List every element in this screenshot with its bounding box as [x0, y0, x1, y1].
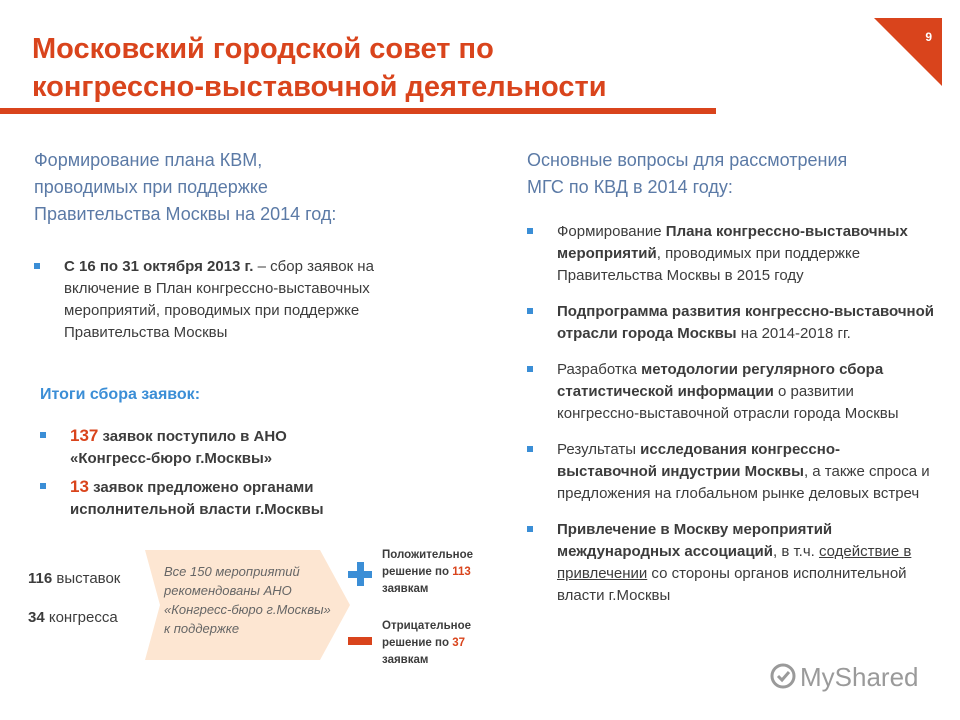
- bullet-square-icon: [40, 483, 46, 489]
- list-item: [40, 425, 360, 470]
- stat-number: 116: [28, 570, 53, 587]
- positive-count: 113: [452, 566, 471, 578]
- page-number: 9: [925, 30, 932, 44]
- stat-exhibitions: [28, 570, 120, 587]
- item-text: на 2014-2018 гг.: [736, 325, 851, 342]
- watermark-text: MyShared: [800, 662, 919, 692]
- list-item: [527, 221, 937, 287]
- negative-count: 37: [452, 637, 465, 649]
- bullet-square-icon: [527, 366, 533, 372]
- bullet-date: С 16 по 31 октября 2013 г.: [64, 258, 254, 275]
- corner-triangle: [874, 18, 942, 86]
- left-heading-line-3: Правительства Москвы на 2014 год:: [34, 204, 337, 224]
- stat-label: конгресса: [44, 609, 118, 626]
- positive-suffix: заявкам: [382, 583, 429, 595]
- page-title: [32, 30, 732, 106]
- list-item: [527, 359, 937, 425]
- left-heading: [34, 147, 454, 228]
- left-heading-line-2: проводимых при поддержке: [34, 177, 268, 197]
- list-item: [527, 439, 937, 505]
- right-heading: [527, 147, 947, 201]
- watermark: [770, 662, 919, 696]
- item-text: Разработка: [557, 361, 642, 378]
- minus-icon: [348, 637, 372, 645]
- results-heading: Итоги сбора заявок:: [40, 386, 201, 403]
- list-item: [527, 301, 937, 345]
- title-line-1: Московский городской совет по: [32, 33, 494, 65]
- list-item: [34, 256, 434, 344]
- item-bold: Подпрограмма развития конгрессно-выставочной отрасли города Москвы: [557, 303, 934, 342]
- item-bold: методологии регулярного сбора статистической информации: [557, 361, 884, 400]
- bullet-square-icon: [527, 446, 533, 452]
- title-underline: [0, 108, 716, 114]
- right-heading-line-1: Основные вопросы для рассмотрения: [527, 150, 848, 170]
- bullet-square-icon: [527, 308, 533, 314]
- result-count: 137: [70, 426, 99, 445]
- negative-text: Отрицательное решение по: [382, 620, 472, 649]
- positive-text: Положительное решение по: [382, 549, 474, 578]
- recommended-text: Все 150 мероприятий рекомендованы АНО «Конгресс-бюро г.Москвы» к поддержке: [164, 564, 331, 636]
- item-text: , в т.ч.: [773, 543, 819, 560]
- bullet-square-icon: [527, 526, 533, 532]
- results-list: [40, 425, 360, 527]
- negative-suffix: заявкам: [382, 654, 429, 666]
- bullet-text: – сбор заявок на включение в План конгрессно-выставочных мероприятий, проводимых при поддержке Правительства Москвы: [64, 258, 374, 341]
- list-item: [40, 476, 360, 521]
- title-line-2: конгрессно-выставочной деятельности: [32, 71, 607, 103]
- right-heading-line-2: МГС по КВД в 2014 году:: [527, 177, 733, 197]
- item-underline: содействие в привлечении: [557, 543, 912, 582]
- item-bold: исследования конгрессно-выставочной индустрии Москвы: [557, 441, 840, 480]
- right-bullet-list: [527, 221, 937, 621]
- plus-icon: [348, 562, 372, 586]
- stat-congresses: [28, 609, 118, 626]
- result-text: заявок поступило в АНО «Конгресс-бюро г.Москвы»: [70, 428, 287, 467]
- list-item: [527, 519, 937, 607]
- item-text: , проводимых при поддержке Правительства Москвы в 2015 году: [557, 245, 861, 284]
- myshared-logo-icon: [770, 663, 796, 696]
- item-bold: Привлечение в Москву мероприятий международных ассоциаций: [557, 521, 833, 560]
- left-heading-line-1: Формирование плана КВМ,: [34, 150, 263, 170]
- item-bold: Плана конгрессно-выставочных мероприятий: [557, 223, 908, 262]
- positive-decision: [382, 547, 502, 598]
- bullet-square-icon: [527, 228, 533, 234]
- left-bullet-list: [34, 256, 434, 358]
- item-text: о развитии конгрессно-выставочной отрасли города Москвы: [557, 383, 899, 422]
- item-text: , а также спроса и предложения на глобальном рынке деловых встреч: [557, 463, 930, 502]
- result-count: 13: [70, 477, 89, 496]
- negative-decision: [382, 618, 502, 669]
- stat-label: выставок: [52, 570, 121, 587]
- bullet-square-icon: [34, 263, 40, 269]
- bullet-square-icon: [40, 432, 46, 438]
- item-text: со стороны органов исполнительной власти г.Москвы: [557, 565, 907, 604]
- result-text: заявок предложено органами исполнительной власти г.Москвы: [70, 479, 324, 518]
- item-text: Формирование: [557, 223, 666, 240]
- stat-number: 34: [28, 609, 45, 626]
- item-text: Результаты: [557, 441, 641, 458]
